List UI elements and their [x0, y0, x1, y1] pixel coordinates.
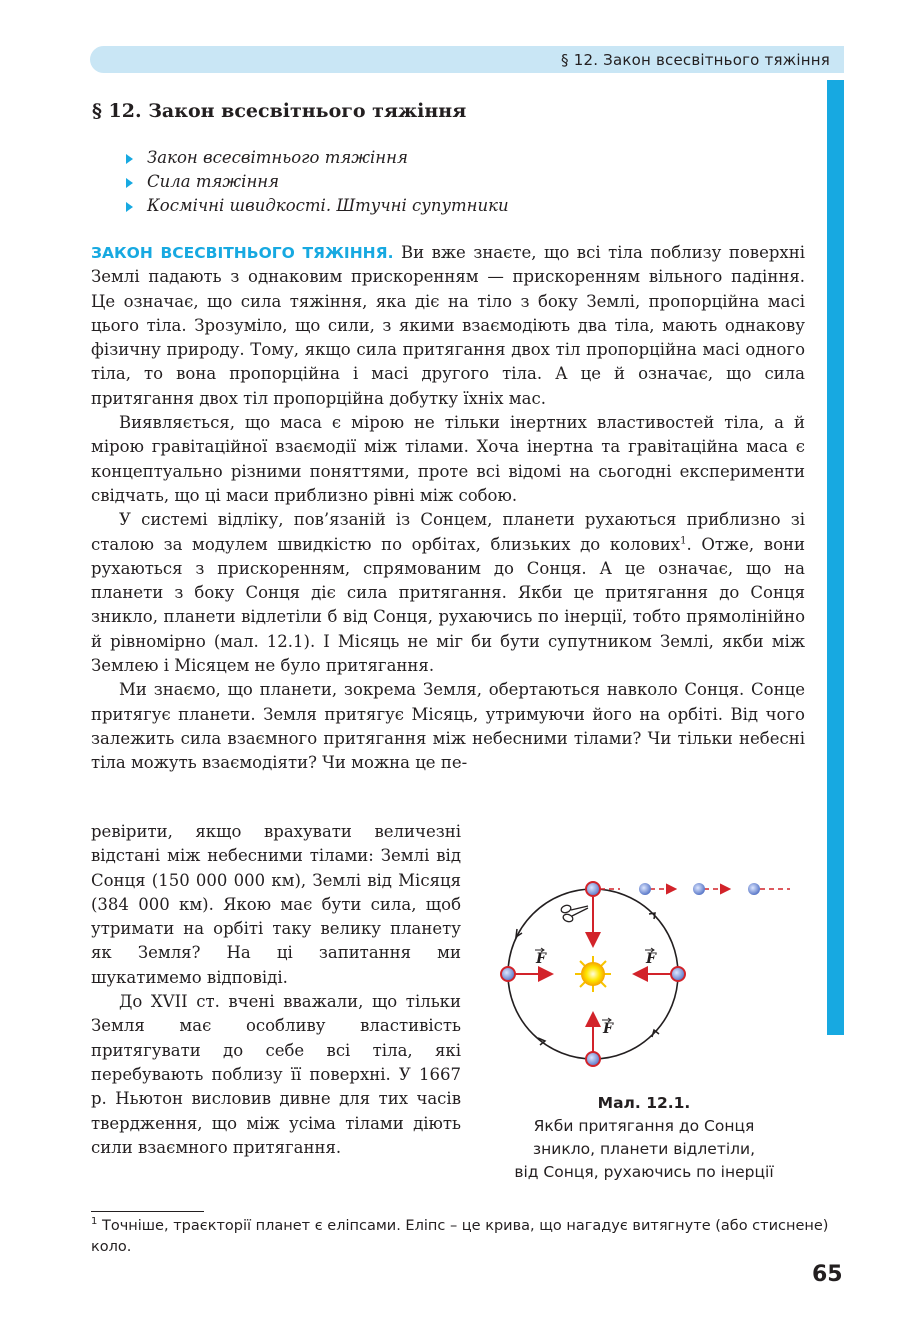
planet-icon	[501, 967, 515, 981]
left-column-text	[91, 820, 461, 1160]
footnote-divider	[91, 1211, 204, 1212]
lead-heading: ЗАКОН ВСЕСВІТНЬОГО ТЯЖІННЯ.	[91, 244, 394, 262]
topic-label: Космічні швидкості. Штучні супутники	[147, 196, 509, 215]
topic-label: Закон всесвітнього тяжіння	[147, 148, 408, 167]
caption-line: зникло, планети відлетіли,	[532, 1140, 756, 1158]
force-label: F	[536, 951, 546, 967]
side-stripe	[827, 80, 844, 1035]
planet-icon	[586, 882, 600, 896]
planet-icon	[671, 967, 685, 981]
scissors-icon	[560, 904, 588, 923]
running-header	[90, 46, 844, 73]
topic-item	[126, 194, 509, 218]
footnote-text: Точніше, траєкторії планет є еліпсами. Еліпс – це крива, що нагадує витягнуте (або стиснене) коло.	[91, 1218, 829, 1255]
topic-item	[126, 146, 509, 170]
footnote	[91, 1216, 831, 1258]
force-label: F	[646, 951, 656, 967]
force-label: F	[603, 1021, 613, 1037]
paragraph-3-text-a: У системі відліку, пов’язаній із Сонцем, планети рухаються приблизно зі сталою за модулем швидкістю по орбітах, близьких до колових	[91, 510, 805, 554]
orbit-direction-icon	[649, 913, 655, 919]
topic-item	[126, 170, 509, 194]
paragraph-3	[91, 508, 805, 678]
sun-icon	[575, 956, 611, 992]
paragraph-4: Ми знаємо, що планети, зокрема Земля, обертаються навколо Сонця. Сонце притягує планети. Земля притягує Місяць, утримуючи його на орбіті. Від чого залежить сила взаємного притягання між небесними тілами? Чи тільки небесні тіла можуть взаємодіяти? Чи можна це пе-	[91, 680, 805, 773]
topics-list	[126, 146, 509, 218]
main-text	[91, 241, 805, 776]
figure-caption	[484, 1092, 804, 1184]
paragraph-3-text-b: . Отже, вони рухаються з прискоренням, спрямованим до Сонця. А це означає, що на планети з боку Сонця діє сила притягання. Якби це притягання до Сонця зникло, планети відлетіли б від Сонця, рухаючись по інерції, тобто прямолінійно й рівномірно (мал. 12.1). І Місяць не міг би бути супутником Землі, якби між Землею і Місяцем не було притягання.	[91, 534, 806, 676]
figure-12-1	[484, 872, 792, 1070]
planet-icon	[586, 1052, 600, 1066]
page-number: 65	[812, 1262, 843, 1287]
orbit-diagram	[484, 872, 792, 1070]
footnote-ref: 1	[680, 535, 687, 547]
caption-title: Мал. 12.1.	[597, 1094, 691, 1112]
paragraph-4-continued: ревірити, якщо врахувати величезні відстані між небесними тілами: Землі від Сонця (150 000 000 км), Землі від Місяця (384 000 км). Якою має бути сила, щоб утримати на орбіті таку велику планету як Земля? На ці запитання ми шукатимемо відповіді.	[91, 822, 461, 987]
paragraph-1	[91, 241, 805, 411]
triangle-bullet-icon	[126, 202, 133, 212]
planet-icon	[639, 883, 651, 895]
planet-icon	[748, 883, 760, 895]
footnote-mark: 1	[91, 1216, 98, 1228]
paragraph-1-text: Ви вже знаєте, що всі тіла поблизу поверхні Землі падають з однаковим прискоренням — прискоренням вільного падіння. Це означає, що сила тяжіння, яка діє на тіло з боку Землі, пропорційна масі цього тіла. Зрозуміло, що сили, з якими взаємодіють два тіла, мають однакову фізичну природу. Тому, якщо сила притягання двох тіл пропорційна масі одного тіла, то вона пропорційна і масі другого тіла. А це й означає, що сила притягання двох тіл пропорційна добутку їхніх мас.	[91, 243, 805, 408]
orbit-direction-icon	[652, 1030, 659, 1037]
planet-icon	[693, 883, 705, 895]
paragraph-5: До XVII ст. вчені вважали, що тільки Земля має особливу властивість притягувати до себе всі тіла, які перебувають поблизу її поверхні. У 1667 р. Ньютон висловив дивне для тих часів твердження, що між усіма тілами діють сили взаємного притягання.	[91, 992, 461, 1157]
topic-label: Сила тяжіння	[147, 172, 280, 191]
triangle-bullet-icon	[126, 154, 133, 164]
section-title: § 12. Закон всесвітнього тяжіння	[92, 100, 467, 122]
paragraph-2: Виявляється, що маса є мірою не тільки інертних властивостей тіла, а й мірою гравітаційної взаємодії між тілами. Хоча інертна та гравітаційна маса є концептуально різними поняттями, проте всі відомі на сьогодні експерименти свідчать, що ці маси приблизно рівні між собою.	[91, 413, 805, 505]
triangle-bullet-icon	[126, 178, 133, 188]
caption-line: Якби притягання до Сонця	[533, 1117, 755, 1135]
caption-line: від Сонця, рухаючись по інерції	[514, 1163, 774, 1181]
running-header-title: § 12. Закон всесвітнього тяжіння	[561, 51, 830, 69]
